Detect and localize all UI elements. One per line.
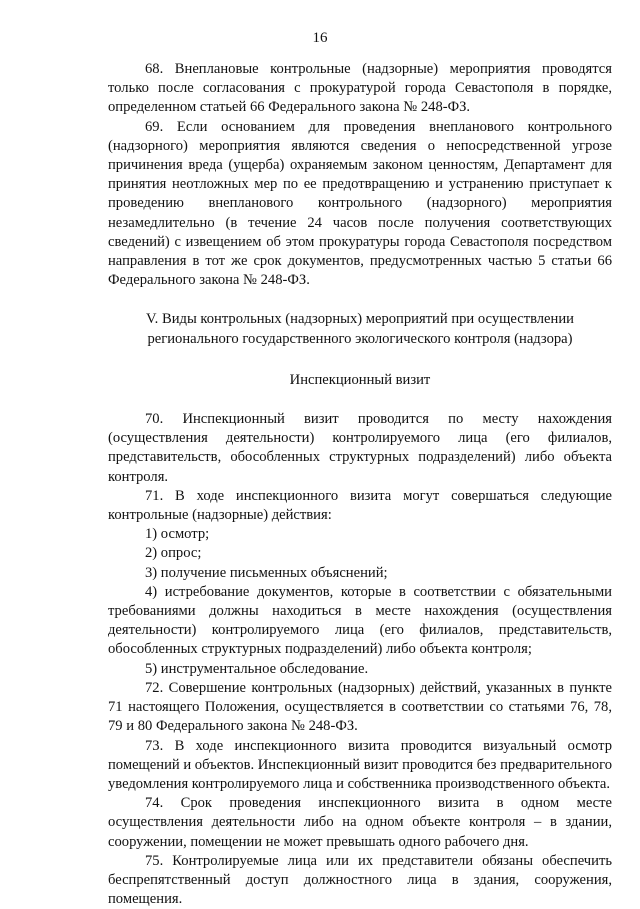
section-title: V. Виды контрольных (надзорных) мероприятий при осуществлении регионального государственного экологического контроля (надзора) <box>146 311 574 347</box>
paragraph-69: 69. Если основанием для проведения внепланового контрольного (надзорного) мероприятия являются сведения о непосредственной угрозе причинения вреда (ущерба) охраняемым законом ценностям, Департамент для принятия неотложных мер по ее предотвращению и устранению приступает к проведению внепланового контрольного (надзорного) мероприятия незамедлительно (в течение 24 часов после получения соответствующих сведений) с извещением об этом прокуратуры города Севастополя посредством направления в тот же срок документов, предусмотренных частью 5 статьи 66 Федерального закона № 248-ФЗ. <box>108 118 612 289</box>
paragraph-70: 70. Инспекционный визит проводится по месту нахождения (осуществления деятельности) контролируемого лица (его филиалов, представительств, обособленных структурных подразделений) либо объекта контроля. <box>108 411 612 485</box>
paragraph-72: 72. Совершение контрольных (надзорных) действий, указанных в пункте 71 настоящего Положения, осуществляется в соответствии со статьями 76, 78, 79 и 80 Федерального закона № 248-ФЗ. <box>108 679 612 735</box>
page-number: 16 <box>312 30 328 46</box>
document-body <box>108 60 612 909</box>
list-item: 5) инструментальное обследование. <box>145 660 369 677</box>
paragraph-68: 68. Внеплановые контрольные (надзорные) мероприятия проводятся только после согласования с прокуратурой города Севастополя в порядке, определенном статьей 66 Федерального закона № 248-ФЗ. <box>108 61 612 116</box>
paragraph-71: 71. В ходе инспекционного визита могут совершаться следующие контрольные (надзорные) действия: <box>108 487 612 524</box>
paragraph-74: 74. Срок проведения инспекционного визита в одном месте осуществления деятельности либо на одном объекте контроля – в здании, сооружении, помещении не может превышать одного рабочего дня. <box>108 795 612 850</box>
list-item: 4) истребование документов, которые в соответствии с обязательными требованиями должны находиться в месте нахождения (осуществления деятельности) контролируемого лица (его филиалов, представительств, обособленных структурных подразделений) либо объекта контроля; <box>108 583 612 658</box>
paragraph-75: 75. Контролируемые лица или их представители обязаны обеспечить беспрепятственный доступ должностного лица в здания, сооружения, помещения. <box>108 852 612 908</box>
paragraph-73: 73. В ходе инспекционного визита проводится визуальный осмотр помещений и объектов. Инспекционный визит проводится без предварительного уведомления контролируемого лица и собственника производственного объекта. <box>108 737 612 792</box>
list-item: 2) опрос; <box>145 545 202 562</box>
subsection-title: Инспекционный визит <box>289 371 431 388</box>
list-item: 3) получение письменных объяснений; <box>145 564 388 581</box>
list-item: 1) осмотр; <box>145 526 210 543</box>
